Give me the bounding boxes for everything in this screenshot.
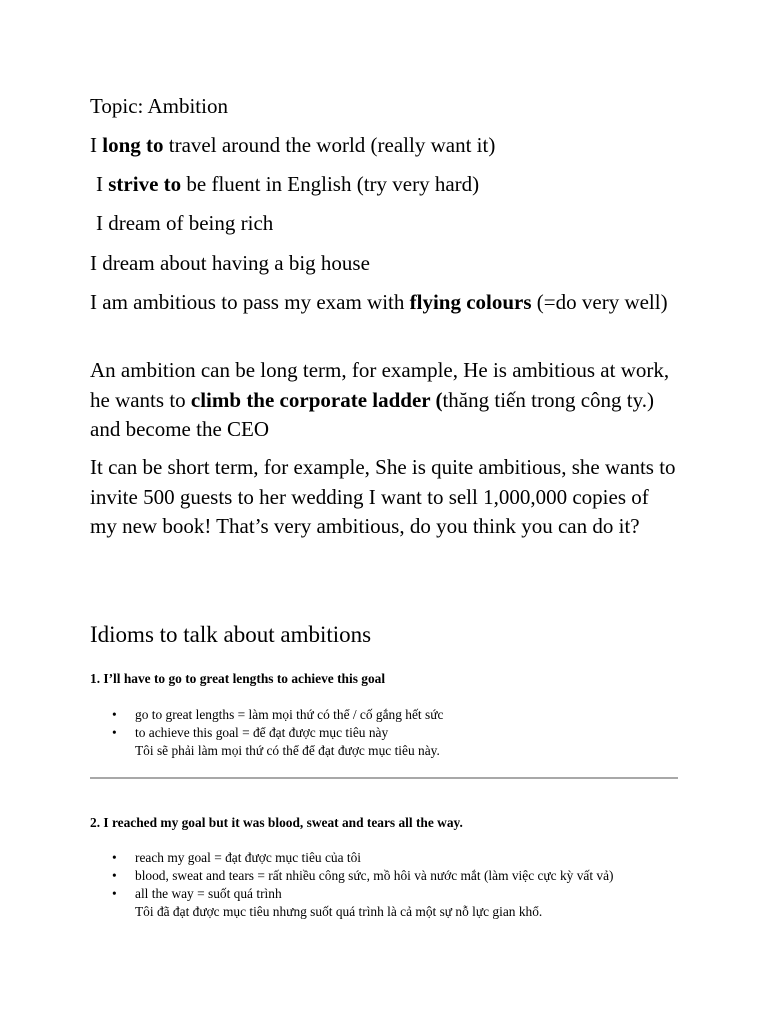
translation-text: Tôi đã đạt được mục tiêu nhưng suốt quá trình là cả một sự nỗ lực gian khổ. bbox=[135, 904, 543, 919]
bold-phrase: flying colours bbox=[409, 290, 532, 314]
list-item-text: all the way = suốt quá trình bbox=[135, 886, 282, 901]
idiom-2-list bbox=[90, 849, 710, 921]
list-item-text: to achieve this goal = để đạt được mục tiêu này bbox=[135, 725, 389, 740]
idiom-1-list bbox=[90, 706, 710, 760]
list-item bbox=[90, 724, 710, 760]
list-item-text: blood, sweat and tears = rất nhiều công sức, mồ hôi và nước mắt (làm việc cực kỳ vất vả) bbox=[135, 868, 614, 883]
sentence-strive-to bbox=[90, 170, 686, 200]
bullet-dot-icon: • bbox=[112, 850, 117, 865]
list-item bbox=[90, 849, 710, 867]
sentence-flying-colours bbox=[90, 288, 680, 318]
sentence-dream-house: I dream about having a big house bbox=[90, 251, 370, 275]
bold-phrase: strive to bbox=[108, 172, 182, 196]
idiom-1-title: 1. I’ll have to go to great lengths to achieve this goal bbox=[90, 671, 386, 686]
list-item bbox=[90, 867, 710, 885]
sentence-text: I bbox=[96, 172, 109, 196]
list-item bbox=[90, 885, 710, 921]
idioms-heading: Idioms to talk about ambitions bbox=[90, 622, 372, 647]
sentence-long-to bbox=[90, 131, 680, 161]
sentence-text: thăng tiến trong công ty.) and become the CEO bbox=[90, 387, 654, 441]
sentence-text: I am ambitious to pass my exam with bbox=[90, 290, 410, 314]
topic-heading: Topic: Ambition bbox=[90, 94, 228, 118]
translation-text: Tôi sẽ phải làm mọi thứ có thể để đạt được mục tiêu này. bbox=[135, 743, 440, 758]
list-item bbox=[90, 706, 710, 724]
sentence-dream-rich: I dream of being rich bbox=[96, 211, 274, 235]
sentence-text: be fluent in English (try very hard) bbox=[181, 172, 480, 196]
list-item-text: go to great lengths = làm mọi thứ có thể / cố gắng hết sức bbox=[135, 707, 444, 722]
bold-phrase: climb the corporate ladder ( bbox=[190, 387, 443, 412]
idiom-2-title: 2. I reached my goal but it was blood, sweat and tears all the way. bbox=[90, 815, 463, 830]
translation-line bbox=[135, 903, 710, 921]
sentence-text: An ambition can be long term, for example, He is ambitious at work, he wants to bbox=[90, 358, 670, 412]
bullet-dot-icon: • bbox=[112, 868, 117, 883]
bullet-dot-icon: • bbox=[112, 707, 117, 722]
translation-line bbox=[135, 742, 710, 760]
bold-phrase: long to bbox=[102, 133, 164, 157]
bullet-dot-icon: • bbox=[112, 725, 117, 740]
paragraph-long-term bbox=[90, 356, 680, 445]
sentence-text: I bbox=[90, 133, 103, 157]
horizontal-divider bbox=[90, 777, 678, 779]
sentence-text: travel around the world (really want it) bbox=[163, 133, 496, 157]
sentence-text: (=do very well) bbox=[531, 290, 668, 314]
bullet-dot-icon: • bbox=[112, 886, 117, 901]
paragraph-short-term: It can be short term, for example, She is quite ambitious, she wants to invite 500 guests to her wedding I want to sell 1,000,000 copies of my new book! That’s very ambitious, do you think you can do it? bbox=[90, 455, 676, 538]
list-item-text: reach my goal = đạt được mục tiêu của tôi bbox=[135, 850, 362, 865]
